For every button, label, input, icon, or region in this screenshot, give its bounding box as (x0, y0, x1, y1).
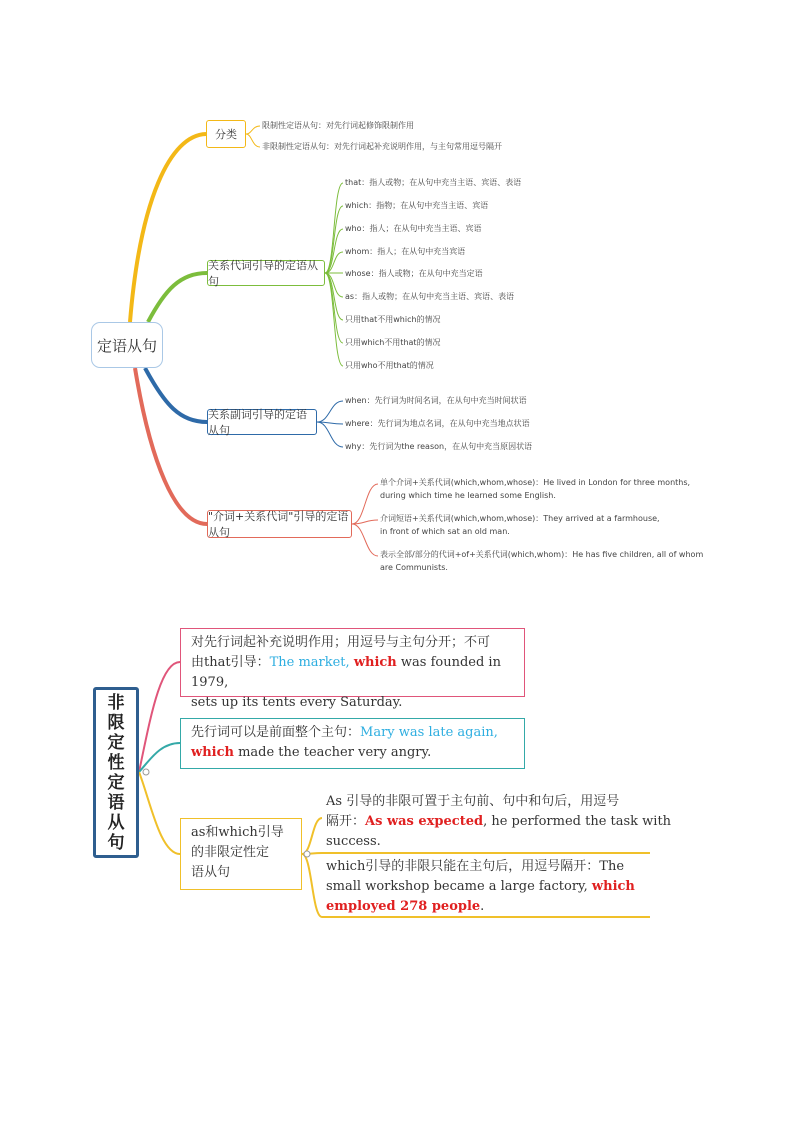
relative-pronoun-item: 只用which不用that的情况 (345, 338, 441, 347)
prep-pronoun-item: 表示全部/部分的代词+of+关系代词(which,whom)：He has five children, all of whom are Communists. (380, 550, 704, 572)
card-whole-clause: 先行词可以是前面整个主句：Mary was late again, which made the teacher very angry. (180, 718, 525, 769)
relative-pronoun-item: whom：指人；在从句中充当宾语 (345, 247, 466, 256)
relative-pronoun-item: which：指物；在从句中充当主语、宾语 (345, 201, 489, 210)
map2-root: 非 限 定 性 定 语 从 句 (93, 687, 139, 858)
fenlei-item: 限制性定语从句：对先行词起修饰限制作用 (262, 121, 414, 130)
prep-pronoun-item: 介词短语+关系代词(which,whom,whose)：They arrived at a farmhouse, in front of which sat an old man. (380, 514, 660, 536)
prep-pronoun-item: 单个介词+关系代词(which,whom,whose)：He lived in London for three months, during which time he learned some English. (380, 478, 691, 500)
card-supplementary: 对先行词起补充说明作用；用逗号与主句分开；不可 由that引导：The market, which was founded in 1979, sets up its tents every Saturday. (180, 628, 525, 697)
fenlei-item: 非限制性定语从句：对先行词起补充说明作用，与主句常用逗号隔开 (262, 142, 502, 151)
relative-adverb-item: where：先行词为地点名词，在从句中充当地点状语 (345, 419, 530, 428)
node-relative-pronouns: 关系代词引导的定语从句 (207, 260, 325, 286)
relative-pronoun-item: 只用that不用which的情况 (345, 315, 441, 324)
map1-root: 定语从句 (91, 322, 163, 368)
node-prep-pronoun: "介词+关系代词"引导的定语从句 (207, 510, 352, 538)
relative-pronoun-item: who：指人；在从句中充当主语、宾语 (345, 224, 482, 233)
relative-adverb-item: why：先行词为the reason，在从句中充当原因状语 (345, 442, 533, 451)
relative-pronoun-item: that：指人或物；在从句中充当主语、宾语、表语 (345, 178, 522, 187)
node-fenlei: 分类 (206, 120, 246, 148)
relative-pronoun-item: 只用who不用that的情况 (345, 361, 434, 370)
node-relative-adverbs: 关系副词引导的定语从句 (207, 409, 317, 435)
relative-pronoun-item: as：指人或物；在从句中充当主语、宾语、表语 (345, 292, 515, 301)
as-branch-text: As 引导的非限可置于主句前、句中和句后，用逗号 隔开：As was expected, he performed the task with success. (326, 794, 672, 849)
which-branch-text: which引导的非限只能在主句后，用逗号隔开：The small workshop became a large factory, which employed 278 people. (326, 859, 635, 914)
relative-adverb-item: when：先行词为时间名词，在从句中充当时间状语 (345, 396, 527, 405)
relative-pronoun-item: whose：指人或物；在从句中充当定语 (345, 269, 483, 278)
card-as-which: as和which引导 的非限定性定 语从句 (180, 818, 302, 890)
